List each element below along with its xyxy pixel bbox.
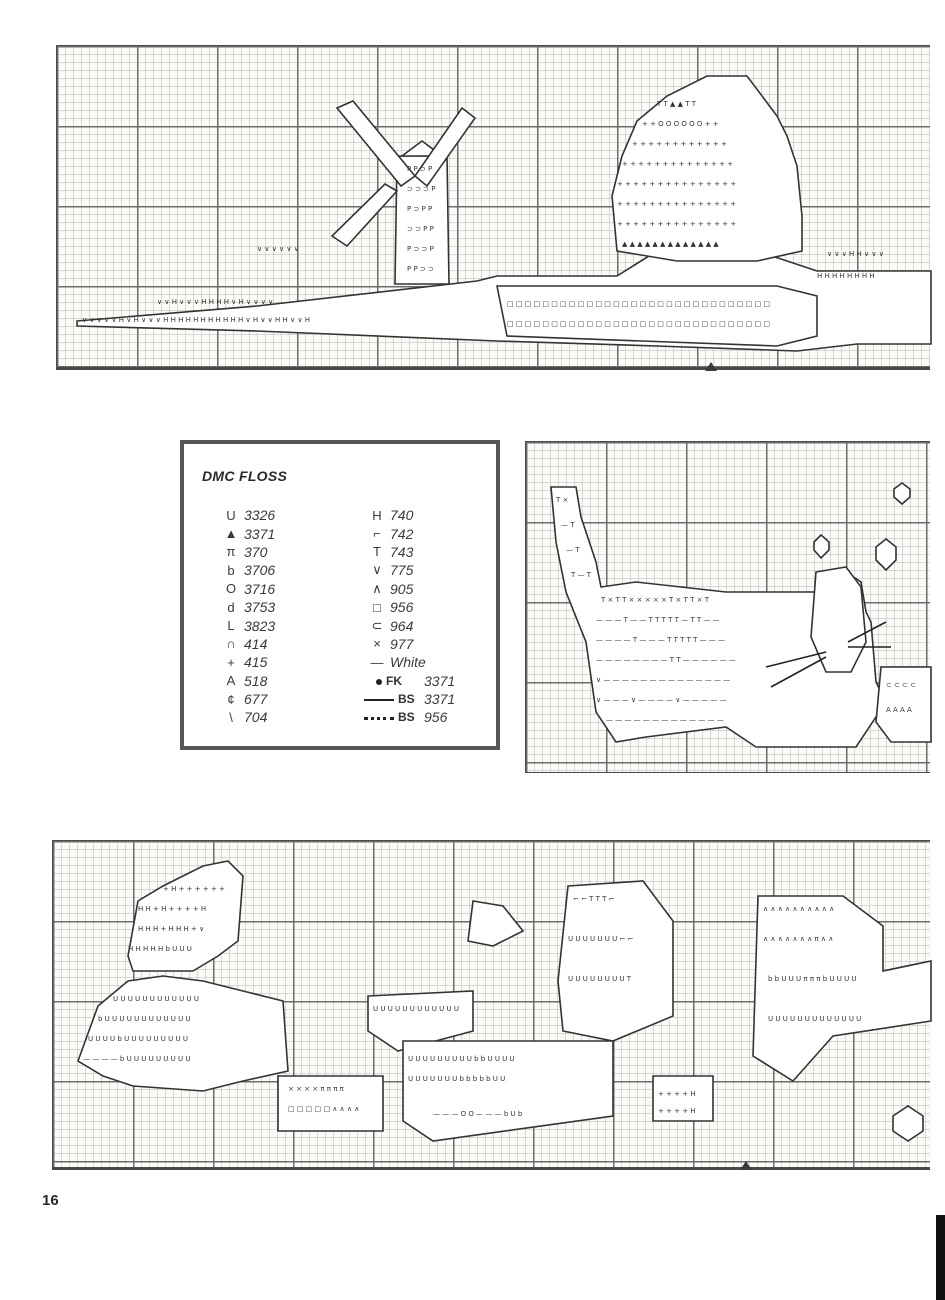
- legend-symbol: U: [226, 507, 236, 523]
- svg-text:H H H H H b U U U: H H H H H b U U U: [128, 945, 192, 953]
- legend-row: [218, 524, 275, 542]
- legend-code: 3823: [244, 617, 276, 634]
- legend-line-label: BS: [398, 692, 415, 707]
- legend-code: 742: [390, 525, 414, 542]
- svg-text:— — — T — — T T T T T — T T —: — — — T — — T T T T T — T T — —: [596, 616, 720, 624]
- legend-symbol: ¢: [227, 691, 235, 707]
- legend-symbol: d: [227, 599, 235, 615]
- svg-text:× × × × π π π π: × × × × π π π π: [288, 1085, 344, 1093]
- legend-row: [218, 543, 275, 561]
- svg-text:⊂ ⊂ ⊂ ⊂: ⊂ ⊂ ⊂ ⊂: [886, 681, 917, 689]
- svg-text:— — — — T — — — T T T T T — —: — — — — T — — — T T T T T — — —: [596, 636, 726, 644]
- legend-row-backstitch-solid: [364, 690, 455, 708]
- legend-column-left: [218, 506, 275, 727]
- svg-text:∧ ∧ ∧ ∧ ∧ ∧ ∧ π ∧ ∧: ∧ ∧ ∧ ∧ ∧ ∧ ∧ π ∧ ∧: [763, 935, 834, 943]
- windmill-blade-upper-left: [337, 101, 415, 186]
- legend-row: [218, 506, 275, 524]
- svg-text:+ + + + + + + + + + + +: + + + + + + + + + + + +: [632, 140, 727, 148]
- legend-code: 743: [390, 543, 414, 560]
- svg-text:U U U U b U U U U U U U U U: U U U U b U U U U U U U U U: [88, 1035, 188, 1043]
- chart-top-center-marker: [705, 362, 717, 371]
- chart-bottom-center-marker: [740, 1161, 752, 1170]
- flower-bud: [468, 901, 523, 946]
- pear-base-band: [497, 286, 817, 346]
- legend-row: [218, 561, 275, 579]
- legend-row: [364, 635, 455, 653]
- legend-symbol: π: [226, 544, 236, 560]
- legend-code: 3753: [244, 599, 276, 616]
- svg-text:— T: — T: [566, 546, 580, 554]
- svg-text:+ + O O O O O O + +: + + O O O O O O + +: [642, 120, 719, 128]
- legend-code: White: [390, 654, 426, 671]
- legend-row: [364, 524, 455, 542]
- legend-symbol: ×: [373, 636, 381, 652]
- svg-text:+ + + + H: + + + + H: [658, 1090, 696, 1098]
- svg-text:▲ ▲ ▲ ▲ ▲ ▲ ▲ ▲ ▲ ▲ ▲ ▲ ▲: ▲ ▲ ▲ ▲ ▲ ▲ ▲ ▲ ▲ ▲ ▲ ▲ ▲: [622, 240, 719, 248]
- french-knot-dot-icon: [376, 679, 382, 685]
- legend-line-key: [364, 692, 424, 706]
- legend-symbol: T: [373, 544, 381, 560]
- floss-legend: [180, 440, 500, 750]
- svg-text:∨ — — — ∨ — — — — ∨ — — — — —: ∨ — — — ∨ — — — — ∨ — — — — —: [596, 696, 727, 704]
- legend-column-right: [364, 506, 455, 727]
- svg-text:P ⊃ ⊃ P: P ⊃ ⊃ P: [407, 245, 434, 253]
- svg-text:⌐ ⌐ T T T ⌐: ⌐ ⌐ T T T ⌐: [573, 895, 615, 903]
- svg-text:A A A A: A A A A: [886, 706, 912, 714]
- legend-symbol: ▲: [224, 526, 238, 542]
- svg-text:U U U U U U U U U U U U U: U U U U U U U U U U U U U: [768, 1015, 862, 1023]
- chart-right-cat-hearts: [525, 441, 930, 773]
- legend-symbol: A: [226, 673, 236, 689]
- pear-body: [612, 76, 802, 261]
- svg-text:+ + + + H: + + + + H: [658, 1107, 696, 1115]
- flower-bouquet-left: [128, 861, 243, 971]
- chart-top-windmill-pear: [56, 45, 930, 370]
- svg-text:T T ▲ ▲ T T: T T ▲ ▲ T T: [657, 100, 696, 108]
- teapot-body: [78, 976, 288, 1091]
- legend-symbol: O: [225, 581, 237, 597]
- svg-text:P P ⊃ P: P P ⊃ P: [407, 165, 433, 173]
- legend-row: [364, 616, 455, 634]
- svg-text:— T: — T: [561, 521, 575, 529]
- svg-text:⊃ ⊃ P P: ⊃ ⊃ P P: [407, 225, 434, 233]
- svg-text:H H H + H H H + ∨: H H H + H H H + ∨: [138, 925, 205, 933]
- svg-text:P ⊃ P P: P ⊃ P P: [407, 205, 433, 213]
- heart-icon: [814, 535, 829, 558]
- legend-line-key: [364, 710, 424, 724]
- legend-code: 518: [244, 672, 268, 689]
- cup-right: [753, 896, 931, 1081]
- legend-row: [218, 653, 275, 671]
- svg-text:T × T T × × × × × T × T T × T: T × T T × × × × × T × T T × T: [601, 596, 710, 604]
- chart-right-motifs: [526, 442, 931, 774]
- legend-row-backstitch-dashed: [364, 708, 455, 726]
- svg-text:+ H + + + + + +: + H + + + + + +: [163, 885, 225, 893]
- binding-edge: [936, 1215, 945, 1300]
- legend-code: 677: [244, 691, 268, 708]
- legend-code: 775: [390, 562, 414, 579]
- legend-code: 977: [390, 635, 414, 652]
- svg-text:— — — — — — — — T T — — — — —: — — — — — — — — T T — — — — — —: [596, 656, 736, 664]
- legend-code: 370: [244, 543, 268, 560]
- svg-text:+ + + + + + + + + + + + + + +: + + + + + + + + + + + + + + +: [617, 200, 737, 208]
- legend-symbol: —: [370, 654, 384, 670]
- svg-text:∨ ∨ ∨ ∨ ∨ H ∨ H ∨ ∨ ∨ H H H H: ∨ ∨ ∨ ∨ ∨ H ∨ H ∨ ∨ ∨ H H H H H H H H H H H ∨ H ∨ ∨ H H ∨ ∨ H: [82, 316, 310, 324]
- legend-code: 740: [390, 507, 414, 524]
- legend-symbol: ∧: [372, 580, 382, 596]
- svg-text:H H H H H H H H: H H H H H H H H: [817, 272, 875, 280]
- legend-code: 3326: [244, 507, 276, 524]
- legend-symbol: ∨: [372, 562, 382, 578]
- legend-row: [364, 598, 455, 616]
- legend-code: 704: [244, 709, 268, 726]
- legend-symbol: \: [229, 709, 233, 725]
- legend-symbol: ∩: [226, 636, 236, 652]
- legend-symbol: H: [372, 507, 382, 523]
- legend-row: [218, 690, 275, 708]
- legend-row: [218, 635, 275, 653]
- svg-text:T ×: T ×: [556, 496, 569, 504]
- heart-icon: [894, 483, 910, 504]
- legend-code: 3371: [424, 672, 456, 689]
- svg-text:U U U U U U U U U b b U U U U: U U U U U U U U U b b U U U U: [408, 1055, 515, 1063]
- svg-text:U U U U U U U U U U U U: U U U U U U U U U U U U: [113, 995, 199, 1003]
- legend-row: [218, 616, 275, 634]
- legend-title: DMC FLOSS: [202, 468, 288, 484]
- chart-bottom-teapot-flowers: [52, 840, 930, 1170]
- legend-row-french-knot: [364, 672, 455, 690]
- legend-code: 956: [424, 709, 448, 726]
- svg-text:b b U U U π π π b U U U U: b b U U U π π π b U U U U: [768, 975, 857, 983]
- chart-bottom-motifs: [53, 841, 931, 1171]
- legend-row: [364, 653, 455, 671]
- svg-text:□ □ □ □ □ □ □ □ □ □ □ □ □ □ □: □ □ □ □ □ □ □ □ □ □ □ □ □ □ □ □ □ □ □ □ □ □ □ □ □ □ □ □ □ □: [507, 320, 770, 328]
- legend-row: [364, 580, 455, 598]
- svg-text:b U U U U U U U U U U U U: b U U U U U U U U U U U U: [98, 1015, 191, 1023]
- svg-text:□ □ □ □ □ □ □ □ □ □ □ □ □ □ □: □ □ □ □ □ □ □ □ □ □ □ □ □ □ □ □ □ □ □ □ □ □ □ □ □ □ □ □ □ □: [507, 300, 770, 308]
- basket-edge: [876, 667, 931, 742]
- legend-row: [364, 543, 455, 561]
- legend-symbol: +: [227, 654, 235, 670]
- legend-code: 3706: [244, 562, 276, 579]
- svg-text:H H + H + + + + H: H H + H + + + + H: [138, 905, 207, 913]
- legend-line-label: FK: [386, 673, 402, 688]
- svg-text:∨ — — — — — — — — — — — — — —: ∨ — — — — — — — — — — — — — —: [596, 676, 731, 684]
- heart-icon: [893, 1106, 923, 1141]
- flower-cluster-center: [558, 881, 673, 1041]
- page-number: 16: [42, 1192, 59, 1209]
- svg-text:□ □ □ □ □ ∧ ∧ ∧ ∧: □ □ □ □ □ ∧ ∧ ∧ ∧: [288, 1105, 360, 1113]
- legend-code: 956: [390, 599, 414, 616]
- legend-code: 3371: [244, 525, 276, 542]
- legend-symbol: ⊂: [371, 617, 383, 633]
- legend-code: 964: [390, 617, 414, 634]
- cat-head: [811, 567, 866, 672]
- legend-symbol: □: [373, 599, 381, 615]
- svg-text:+ + + + + + + + + + + + + + +: + + + + + + + + + + + + + + +: [617, 180, 737, 188]
- windmill-blade-lower-left: [332, 184, 397, 246]
- svg-text:U U U U U U U U U U U U: U U U U U U U U U U U U: [373, 1005, 459, 1013]
- legend-row: [218, 708, 275, 726]
- legend-line-label: BS: [398, 710, 415, 725]
- legend-row: [218, 598, 275, 616]
- svg-text:T — T: T — T: [571, 571, 592, 579]
- heart-icon: [876, 539, 896, 570]
- legend-code: 905: [390, 580, 414, 597]
- legend-row: [218, 580, 275, 598]
- svg-text:P P ⊃ ⊃: P P ⊃ ⊃: [407, 265, 434, 273]
- svg-text:— — — O O — — — b U b: — — — O O — — — b U b: [433, 1110, 523, 1118]
- chart-top-motifs: [57, 46, 931, 371]
- legend-symbol: ⌐: [373, 526, 381, 542]
- legend-line-key: [364, 674, 424, 688]
- svg-text:U U U U U U U U T: U U U U U U U U T: [568, 975, 632, 983]
- svg-text:∨ ∨ ∨ H H ∨ ∨ ∨: ∨ ∨ ∨ H H ∨ ∨ ∨: [827, 250, 884, 258]
- svg-text:— — — — — — — — — — — — —: — — — — — — — — — — — — —: [606, 716, 724, 724]
- legend-code: 414: [244, 635, 268, 652]
- svg-text:U U U U U U U b b b b b U U: U U U U U U U b b b b b U U: [408, 1075, 506, 1083]
- svg-text:∨ ∨ ∨ ∨ ∨ ∨: ∨ ∨ ∨ ∨ ∨ ∨: [257, 245, 299, 253]
- solid-line-icon: [364, 699, 394, 701]
- legend-row: [364, 561, 455, 579]
- legend-symbol: b: [227, 562, 235, 578]
- legend-code: 3716: [244, 580, 276, 597]
- svg-text:U U U U U U U ⌐ ⌐: U U U U U U U ⌐ ⌐: [568, 935, 634, 943]
- legend-code: 3371: [424, 691, 456, 708]
- legend-symbol: L: [227, 618, 235, 634]
- svg-text:∧ ∧ ∧ ∧ ∧ ∧ ∧ ∧ ∧ ∧: ∧ ∧ ∧ ∧ ∧ ∧ ∧ ∧ ∧ ∧: [763, 905, 835, 913]
- legend-row: [364, 506, 455, 524]
- svg-text:— — — — b U U U U U U U U U: — — — — b U U U U U U U U U: [83, 1055, 191, 1063]
- svg-text:+ + + + + + + + + + + + + + +: + + + + + + + + + + + + + + +: [617, 220, 737, 228]
- dashed-line-icon: [364, 717, 394, 720]
- legend-code: 415: [244, 654, 268, 671]
- legend-row: [218, 672, 275, 690]
- svg-text:+ + + + + + + + + + + + + +: + + + + + + + + + + + + + +: [622, 160, 734, 168]
- svg-text:⊃ ⊃ ⊃ P: ⊃ ⊃ ⊃ P: [407, 185, 436, 193]
- svg-text:∨ ∨ H ∨ ∨ ∨ H H H H ∨ H ∨ ∨ ∨: ∨ ∨ H ∨ ∨ ∨ H H H H ∨ H ∨ ∨ ∨ ∨: [157, 298, 274, 306]
